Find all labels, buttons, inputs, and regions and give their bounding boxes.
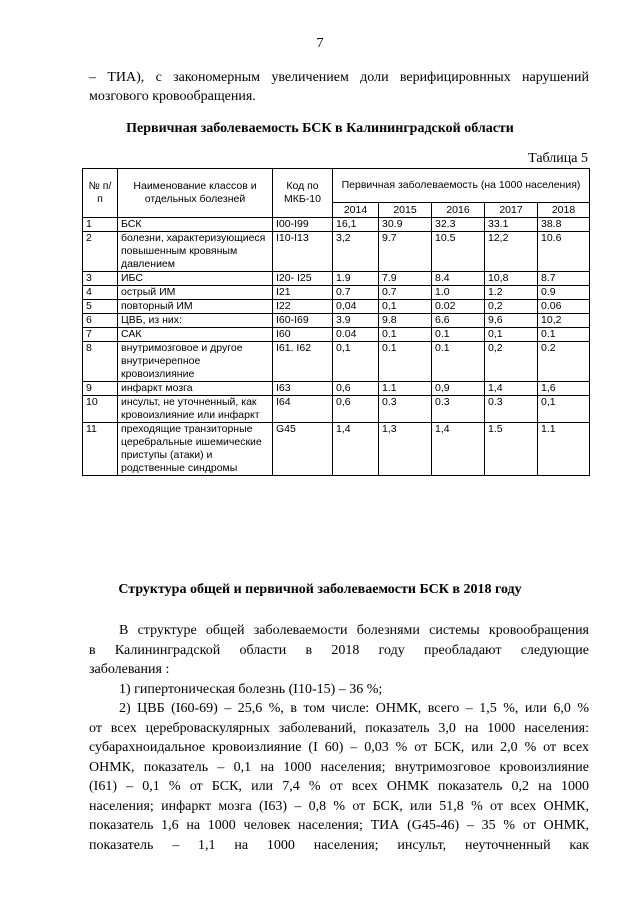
body-line: 1) гипертоническая болезнь (I10-15) – 36 %; (119, 681, 383, 697)
body-line: от всех цереброваскулярных заболеваний, показатель 3,0 на 1000 населения: (89, 720, 589, 736)
table-row (83, 272, 590, 286)
row-value-2016: 0.3 (432, 396, 485, 423)
row-num: 11 (83, 423, 118, 476)
row-name: внутримозговое и другое внутричерепное кровоизлияние (118, 342, 273, 382)
row-value-2015: 30.9 (379, 218, 432, 232)
row-name: инсульт, не уточненный, как кровоизлияние или инфаркт (118, 396, 273, 423)
row-code: G45 (273, 423, 333, 476)
row-value-2014: 0,1 (333, 342, 379, 382)
row-value-2017: 10,8 (485, 272, 538, 286)
row-value-2016: 10.5 (432, 232, 485, 272)
row-value-2016: 0.1 (432, 342, 485, 382)
row-value-2014: 16,1 (333, 218, 379, 232)
row-value-2015: 0.1 (379, 342, 432, 382)
row-code: I00-I99 (273, 218, 333, 232)
row-num: 1 (83, 218, 118, 232)
row-value-2014: 3.9 (333, 314, 379, 328)
body-paragraph (89, 621, 589, 855)
row-value-2017: 33.1 (485, 218, 538, 232)
intro-paragraph (89, 68, 589, 106)
table-row (83, 314, 590, 328)
row-value-2017: 0.3 (485, 396, 538, 423)
row-value-2017: 0,2 (485, 342, 538, 382)
row-value-2016: 0,9 (432, 382, 485, 396)
row-value-2018: 1,6 (538, 382, 590, 396)
row-value-2016: 8.4 (432, 272, 485, 286)
table-row (83, 396, 590, 423)
body-line: 2) ЦВБ (I60-69) – 25,6 %, в том числе: ОНМК, всего – 1,5 %, или 6,0 % (119, 701, 589, 716)
row-value-2015: 0,1 (379, 300, 432, 314)
row-value-2015: 9.8 (379, 314, 432, 328)
col-header-group: Первичная заболеваемость (на 1000 населения) (333, 169, 590, 203)
row-value-2015: 0.1 (379, 328, 432, 342)
row-num: 9 (83, 382, 118, 396)
row-value-2017: 1.5 (485, 423, 538, 476)
row-code: I64 (273, 396, 333, 423)
row-value-2018: 10.6 (538, 232, 590, 272)
row-num: 6 (83, 314, 118, 328)
row-num: 7 (83, 328, 118, 342)
row-num: 2 (83, 232, 118, 272)
body-line: (I61) – 0,1 % от БСК, или 7,4 % от всех ОНМК показатель 0,2 на 1000 (89, 779, 589, 794)
col-header-year: 2014 (333, 203, 379, 218)
row-value-2018: 8.7 (538, 272, 590, 286)
row-value-2015: 1.1 (379, 382, 432, 396)
col-header-year: 2017 (485, 203, 538, 218)
row-value-2014: 0,6 (333, 396, 379, 423)
table-label: Таблица 5 (528, 151, 588, 166)
row-code: I60-I69 (273, 314, 333, 328)
table-row (83, 232, 590, 272)
row-num: 10 (83, 396, 118, 423)
row-num: 4 (83, 286, 118, 300)
row-value-2018: 38.8 (538, 218, 590, 232)
row-code: I20- I25 (273, 272, 333, 286)
table-row (83, 328, 590, 342)
col-header-year: 2016 (432, 203, 485, 218)
table-heading: Первичная заболеваемость БСК в Калининградской области (126, 121, 514, 136)
col-header-num: № п/п (83, 169, 118, 218)
row-code: I22 (273, 300, 333, 314)
row-value-2014: 3,2 (333, 232, 379, 272)
page-number: 7 (316, 36, 324, 51)
table-row (83, 382, 590, 396)
row-value-2015: 0.7 (379, 286, 432, 300)
row-value-2016: 0.02 (432, 300, 485, 314)
row-value-2018: 0.06 (538, 300, 590, 314)
row-value-2018: 0.1 (538, 328, 590, 342)
row-value-2015: 9.7 (379, 232, 432, 272)
row-value-2016: 0.1 (432, 328, 485, 342)
table-row (83, 423, 590, 476)
row-value-2017: 12,2 (485, 232, 538, 272)
row-code: I63 (273, 382, 333, 396)
row-name: ИБС (118, 272, 273, 286)
row-name: инфаркт мозга (118, 382, 273, 396)
row-value-2014: 1.9 (333, 272, 379, 286)
row-value-2018: 0.2 (538, 342, 590, 382)
row-value-2017: 9,6 (485, 314, 538, 328)
row-name: повторный ИМ (118, 300, 273, 314)
row-value-2014: 0,6 (333, 382, 379, 396)
row-name: преходящие транзиторные церебральные ишемические приступы (атаки) и родственные синдромы (118, 423, 273, 476)
body-line: показатель 1,6 на 1000 человек населения; ТИА (G45-46) – 35 % от ОНМК, (89, 818, 589, 833)
row-code: I61. I62 (273, 342, 333, 382)
row-value-2014: 0.7 (333, 286, 379, 300)
body-line: населения; инфаркт мозга (I63) – 0,8 % от БСК, или 51,8 % от всех ОНМК, (89, 798, 589, 814)
row-num: 3 (83, 272, 118, 286)
row-value-2017: 1,4 (485, 382, 538, 396)
row-name: острый ИМ (118, 286, 273, 300)
row-num: 5 (83, 300, 118, 314)
section-heading: Структура общей и первичной заболеваемости БСК в 2018 году (118, 582, 522, 597)
row-code: I21 (273, 286, 333, 300)
row-value-2016: 1,4 (432, 423, 485, 476)
body-line: ОНМК, показатель – 0,1 на 1000 населения; внутримозговое кровоизлияние (89, 759, 589, 775)
row-value-2016: 1.0 (432, 286, 485, 300)
table-row (83, 342, 590, 382)
body-line: заболевания : (89, 662, 170, 677)
col-header-name: Наименование классов и отдельных болезней (118, 169, 273, 218)
table-row (83, 218, 590, 232)
body-line: показатель – 1,1 на 1000 населения; инсульт, неуточненный как (89, 837, 589, 853)
row-value-2018: 1.1 (538, 423, 590, 476)
row-value-2015: 1,3 (379, 423, 432, 476)
morbidity-table (82, 168, 590, 476)
row-value-2017: 0,2 (485, 300, 538, 314)
col-header-code: Код по МКБ-10 (273, 169, 333, 218)
row-code: I10-I13 (273, 232, 333, 272)
body-line: в Калининградской области в 2018 году преобладают следующие (89, 642, 589, 658)
row-value-2015: 0.3 (379, 396, 432, 423)
row-name: САК (118, 328, 273, 342)
row-value-2015: 7.9 (379, 272, 432, 286)
col-header-year: 2018 (538, 203, 590, 218)
body-line: В структуре общей заболеваемости болезнями системы кровообращения (119, 623, 589, 638)
body-line: субарахноидальное кровоизлияние (I 60) – 0,03 % от БСК, или 2,0 % от всех (89, 740, 589, 755)
row-value-2014: 0,04 (333, 300, 379, 314)
row-value-2018: 0.9 (538, 286, 590, 300)
table-row (83, 300, 590, 314)
row-name: БСК (118, 218, 273, 232)
row-name: болезни, характеризующиеся повышенным кровяным давлением (118, 232, 273, 272)
col-header-year: 2015 (379, 203, 432, 218)
row-name: ЦВБ, из них: (118, 314, 273, 328)
row-value-2018: 0,1 (538, 396, 590, 423)
row-value-2014: 1,4 (333, 423, 379, 476)
row-value-2017: 1.2 (485, 286, 538, 300)
row-code: I60 (273, 328, 333, 342)
row-value-2018: 10,2 (538, 314, 590, 328)
row-value-2016: 6.6 (432, 314, 485, 328)
intro-line: мозгового кровообращения. (89, 89, 256, 104)
row-value-2016: 32.3 (432, 218, 485, 232)
row-num: 8 (83, 342, 118, 382)
row-value-2017: 0,1 (485, 328, 538, 342)
row-value-2014: 0.04 (333, 328, 379, 342)
table-row (83, 286, 590, 300)
intro-line: – ТИА), с закономерным увеличением доли верифицировнных нарушений (89, 70, 589, 85)
